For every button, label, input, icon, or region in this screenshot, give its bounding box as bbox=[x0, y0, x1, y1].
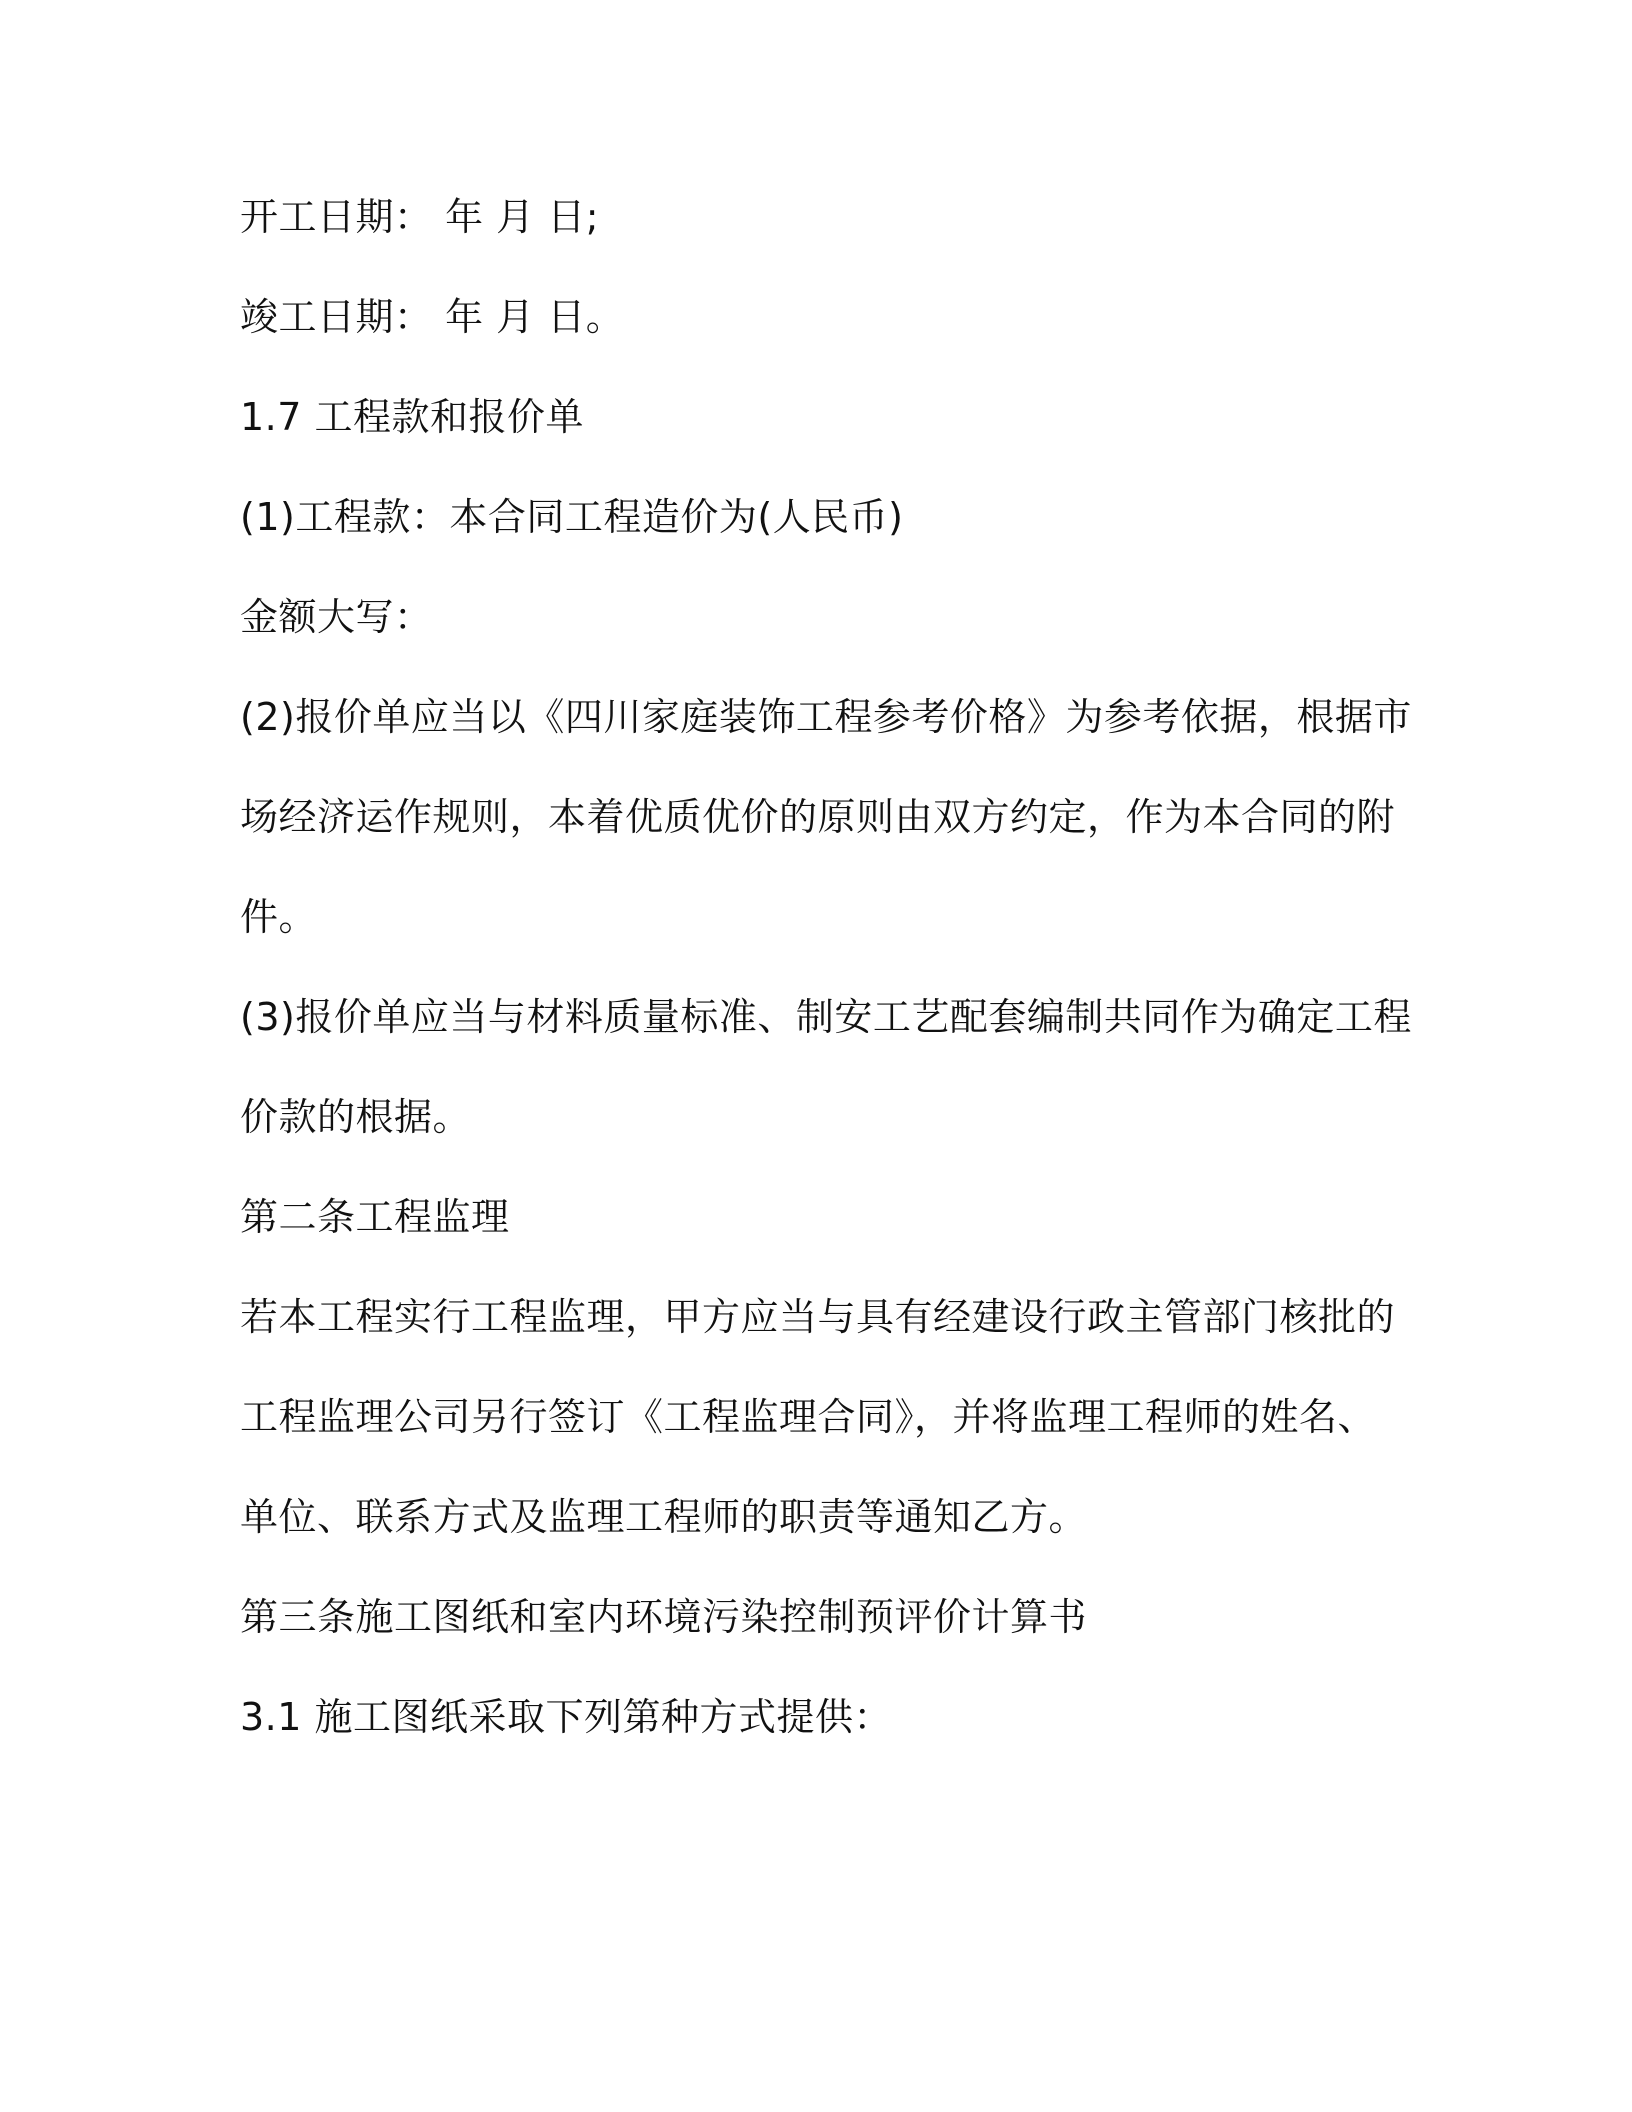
amount-in-words-line: 金额大写： bbox=[240, 595, 433, 639]
start-date-line: 开工日期： 年 月 日; bbox=[240, 195, 600, 239]
quotation-paragraph-line-3: 件。 bbox=[240, 895, 318, 939]
quotation-paragraph-line-1: (2)报价单应当以《四川家庭装饰工程参考价格》为参考依据，根据市 bbox=[240, 695, 1412, 739]
quotation-standard-line-1: (3)报价单应当与材料质量标准、制安工艺配套编制共同作为确定工程 bbox=[240, 995, 1412, 1039]
quotation-paragraph-line-2: 场经济运作规则，本着优质优价的原则由双方约定，作为本合同的附 bbox=[240, 795, 1396, 839]
article-two-heading: 第二条工程监理 bbox=[240, 1195, 510, 1239]
supervision-paragraph-line-2: 工程监理公司另行签订《工程监理合同》，并将监理工程师的姓名、 bbox=[240, 1395, 1377, 1439]
project-cost-line: (1)工程款：本合同工程造价为(人民币) bbox=[240, 495, 904, 539]
article-three-heading: 第三条施工图纸和室内环境污染控制预评价计算书 bbox=[240, 1595, 1088, 1639]
supervision-paragraph-line-3: 单位、联系方式及监理工程师的职责等通知乙方。 bbox=[240, 1495, 1088, 1539]
section-heading-3-1: 3.1 施工图纸采取下列第种方式提供： bbox=[240, 1695, 893, 1739]
supervision-paragraph-line-1: 若本工程实行工程监理，甲方应当与具有经建设行政主管部门核批的 bbox=[240, 1295, 1396, 1339]
section-heading-1-7: 1.7 工程款和报价单 bbox=[240, 395, 585, 439]
quotation-standard-line-2: 价款的根据。 bbox=[240, 1095, 472, 1139]
completion-date-line: 竣工日期： 年 月 日。 bbox=[240, 295, 625, 339]
